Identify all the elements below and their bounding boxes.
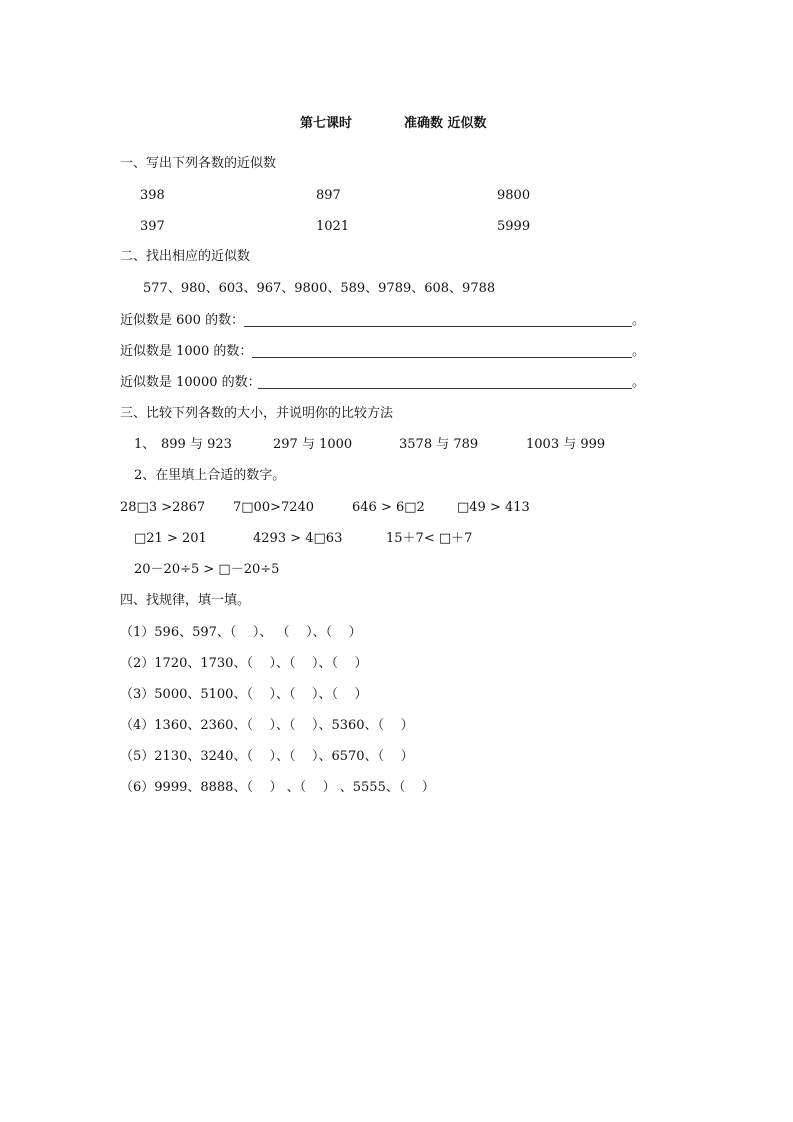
- answer-line-1000[interactable]: [252, 357, 632, 358]
- pattern-item: （5）2130、3240、（ ）、（ ）、6570、（ ）: [120, 749, 414, 764]
- section3-heading: 三、比较下列各数的大小，并说明你的比较方法: [120, 406, 394, 421]
- q1-label: 1、: [134, 437, 156, 452]
- prompt-1000: 近似数是 1000 的数：: [120, 344, 253, 359]
- compare-item: 3578 与 789: [399, 437, 479, 452]
- pattern-item: （3）5000、5100、（ ）、（ ）、（ ）: [120, 687, 368, 702]
- fill-digit-item: □49 > 413: [457, 500, 530, 515]
- pattern-item: （1）596、597、（ ）、 （ ）、（ ）: [120, 625, 362, 640]
- answer-line-600[interactable]: [244, 326, 632, 327]
- fill-digit-item: 20－20÷5 > □－20÷5: [134, 562, 280, 577]
- page-title: 准确数 近似数: [404, 116, 487, 131]
- fill-digit-item: 7□00>7240: [233, 500, 315, 515]
- fill-digit-item: 4293 > 4□63: [253, 531, 343, 546]
- fill-digit-item: □21 > 201: [134, 531, 207, 546]
- period-mark: 。: [632, 313, 646, 328]
- period-mark: 。: [632, 344, 646, 359]
- answer-line-10000[interactable]: [258, 388, 632, 389]
- q2-heading: 2、在里填上合适的数字。: [134, 468, 286, 483]
- compare-item: 1003 与 999: [526, 437, 606, 452]
- prompt-10000: 近似数是 10000 的数：: [120, 375, 261, 390]
- number-5999: 5999: [497, 219, 531, 234]
- number-9800: 9800: [497, 188, 531, 203]
- number-397: 397: [140, 219, 165, 234]
- number-1021: 1021: [316, 219, 350, 234]
- number-398: 398: [140, 188, 165, 203]
- section1-heading: 一、写出下列各数的近似数: [120, 156, 277, 171]
- pattern-item: （6）9999、8888、（ ） 、（ ） 、5555、（ ）: [120, 780, 435, 795]
- lesson-label: 第七课时: [300, 116, 353, 131]
- fill-digit-item: 646 > 6□2: [352, 500, 425, 515]
- section2-heading: 二、找出相应的近似数: [120, 249, 251, 264]
- prompt-600: 近似数是 600 的数：: [120, 313, 245, 328]
- pattern-item: （4）1360、2360、（ ）、（ ）、5360、（ ）: [120, 718, 414, 733]
- pattern-item: （2）1720、1730、（ ）、（ ）、（ ）: [120, 656, 368, 671]
- period-mark: 。: [632, 375, 646, 390]
- compare-item: 297 与 1000: [273, 437, 353, 452]
- compare-item: 899 与 923: [161, 437, 232, 452]
- fill-digit-item: 15＋7< □＋7: [386, 531, 473, 546]
- section4-heading: 四、找规律，填一填。: [120, 593, 251, 608]
- number-list: 577、980、603、967、9800、589、9789、608、9788: [143, 281, 496, 296]
- fill-digit-item: 28□3 >2867: [120, 500, 206, 515]
- number-897: 897: [316, 188, 341, 203]
